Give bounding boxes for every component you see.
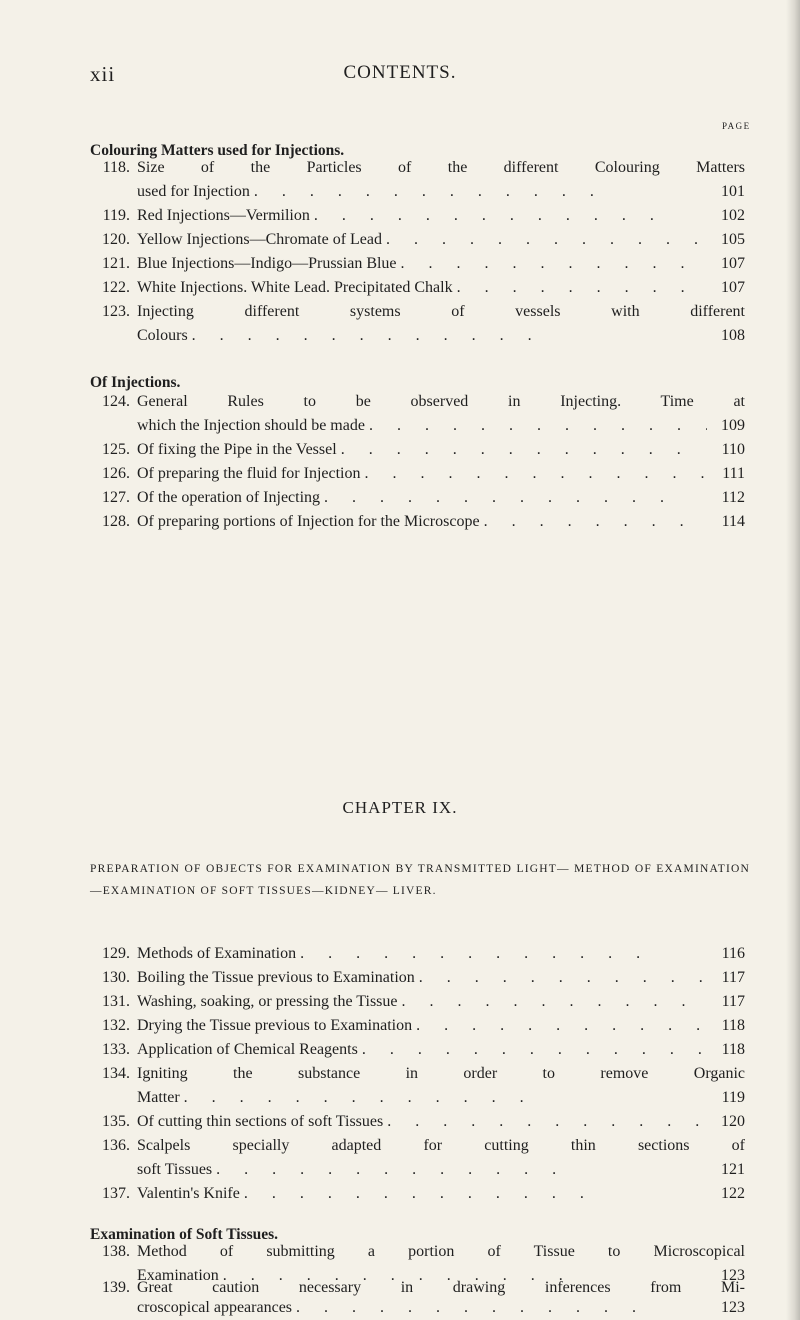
entry-title-continued: Matter (137, 1089, 180, 1106)
entry-title: Of fixing the Pipe in the Vessel (137, 441, 337, 458)
toc-entry (90, 390, 745, 438)
entry-number: 133. (102, 1041, 130, 1058)
toc-entry (90, 1062, 745, 1110)
entry-page: 123 (721, 1267, 745, 1284)
entry-title: White Injections. White Lead. Precipitated Chalk (137, 279, 453, 296)
entry-number: 130. (102, 969, 130, 986)
chapter-summary: PREPARATION OF OBJECTS FOR EXAMINATION BY TRANSMITTED LIGHT— METHOD OF EXAMINATION—EXAMINATION OF SOFT TISSUES—KIDNEY— LIVER. (90, 863, 750, 897)
entry-title: Valentin's Knife (137, 1185, 240, 1202)
page-edge-shadow (786, 0, 800, 1320)
entry-number: 118. (102, 159, 130, 176)
toc-entry (90, 990, 745, 1014)
entry-number: 136. (102, 1137, 130, 1154)
dot-leader (412, 1014, 707, 1038)
entry-number: 120. (102, 231, 130, 248)
entry-page: 116 (721, 945, 745, 962)
entry-title-continued: Colours (137, 327, 188, 344)
entry-title: General Rules to be observed in Injecting. Time at (137, 393, 745, 410)
dot-leader (212, 1158, 707, 1182)
dot-leader (453, 276, 707, 300)
dot-leader (180, 1086, 707, 1110)
dot-leader (240, 1182, 707, 1206)
toc-entry (90, 942, 745, 966)
entry-title: Method of submitting a portion of Tissue to Microscopical (137, 1243, 745, 1260)
entry-page: 111 (722, 465, 745, 482)
toc-entry (90, 438, 745, 462)
dot-leader (310, 204, 707, 228)
entry-page: 102 (721, 207, 745, 224)
entry-number: 138. (102, 1243, 130, 1260)
toc-entry (90, 510, 745, 534)
entry-page: 109 (721, 417, 745, 434)
entry-title: Of the operation of Injecting (137, 489, 321, 506)
entry-title-continued: which the Injection should be made (137, 417, 365, 434)
entry-title: Methods of Examination (137, 945, 297, 962)
running-title: CONTENTS. (343, 62, 457, 83)
entry-page: 117 (721, 993, 745, 1010)
toc-entry (90, 1110, 745, 1134)
toc-entry (90, 462, 745, 486)
entry-title-continued: Examination (137, 1267, 219, 1284)
dot-leader (250, 180, 707, 204)
chapter-title: CHAPTER IX. (342, 798, 458, 817)
entry-number: 128. (102, 513, 130, 530)
dot-leader (188, 324, 707, 348)
entry-number: 123. (102, 303, 130, 320)
toc-entry (90, 1134, 745, 1182)
entry-number: 121. (102, 255, 130, 272)
dot-leader (296, 942, 707, 966)
entry-title: Yellow Injections—Chromate of Lead (137, 231, 382, 248)
page-header (0, 62, 800, 92)
toc-entry (90, 1038, 745, 1062)
entry-page: 118 (721, 1017, 745, 1034)
entry-page: 123 (721, 1299, 745, 1316)
toc-entry (90, 1014, 745, 1038)
toc-entry (90, 1182, 745, 1206)
dot-leader (415, 966, 707, 990)
page-folio: xii (90, 62, 116, 86)
entry-page: 110 (721, 441, 745, 458)
entry-number: 132. (102, 1017, 130, 1034)
entry-number: 135. (102, 1113, 130, 1130)
dot-leader (383, 1110, 707, 1134)
toc-entry (90, 156, 745, 204)
entry-title-continued: used for Injection (137, 183, 250, 200)
entry-number: 129. (102, 945, 130, 962)
dot-leader (360, 462, 707, 486)
section-heading-colouring-matters: Colouring Matters used for Injections. (90, 142, 345, 159)
entry-title: Of cutting thin sections of soft Tissues (137, 1113, 384, 1130)
entry-title: Igniting the substance in order to remove Organic (137, 1065, 745, 1082)
entry-title: Washing, soaking, or pressing the Tissue (137, 993, 398, 1010)
dot-leader (320, 486, 707, 510)
toc-entry (90, 486, 745, 510)
entry-number: 127. (102, 489, 130, 506)
dot-leader (398, 990, 708, 1014)
toc-entry (90, 1278, 745, 1318)
entry-title: Blue Injections—Indigo—Prussian Blue (137, 255, 397, 272)
toc-entry (90, 276, 745, 300)
toc-entry (90, 204, 745, 228)
dot-leader (292, 1298, 707, 1318)
entry-page: 107 (721, 279, 745, 296)
entry-number: 134. (102, 1065, 130, 1082)
entry-page: 108 (721, 327, 745, 344)
entry-title: Of preparing the fluid for Injection (137, 465, 361, 482)
entry-page: 118 (721, 1041, 745, 1058)
page-column-label: PAGE (722, 121, 751, 131)
entry-page: 112 (721, 489, 745, 506)
entry-page: 122 (721, 1185, 745, 1202)
entry-number: 139. (102, 1279, 130, 1296)
entry-page: 107 (721, 255, 745, 272)
entry-number: 126. (102, 465, 130, 482)
entry-number: 137. (102, 1185, 130, 1202)
entry-page: 119 (721, 1089, 745, 1106)
entry-number: 119. (102, 207, 130, 224)
entry-title: Drying the Tissue previous to Examination (137, 1017, 413, 1034)
entry-title: Of preparing portions of Injection for the Microscope (137, 513, 480, 530)
toc-entry (90, 966, 745, 990)
dot-leader (382, 228, 707, 252)
dot-leader (358, 1038, 707, 1062)
entry-page: 120 (721, 1113, 745, 1130)
entry-title: Great caution necessary in drawing inferences from Mi- (137, 1279, 745, 1296)
entry-title: Application of Chemical Reagents (137, 1041, 358, 1058)
section-heading-examination-soft-tissues: Examination of Soft Tissues. (90, 1226, 279, 1243)
entry-title: Boiling the Tissue previous to Examination (137, 969, 415, 986)
toc-entry (90, 300, 745, 348)
entry-number: 124. (102, 393, 130, 410)
entry-title: Size of the Particles of the different Colouring Matters (137, 159, 745, 176)
entry-number: 125. (102, 441, 130, 458)
entry-title-continued: croscopical appearances (137, 1299, 293, 1316)
entry-number: 122. (102, 279, 130, 296)
dot-leader (480, 510, 707, 534)
entry-title: Scalpels specially adapted for cutting thin sections of (137, 1137, 745, 1154)
toc-entry (90, 228, 745, 252)
dot-leader (337, 438, 707, 462)
entry-number: 131. (102, 993, 130, 1010)
entry-title: Red Injections—Vermilion (137, 207, 310, 224)
entry-page: 101 (721, 183, 745, 200)
dot-leader (365, 414, 707, 438)
entry-title: Injecting different systems of vessels with different (137, 303, 745, 320)
entry-page: 121 (721, 1161, 745, 1178)
dot-leader (397, 252, 707, 276)
entry-page: 114 (721, 513, 745, 530)
section-heading-of-injections: Of Injections. (90, 374, 181, 391)
toc-entry (90, 252, 745, 276)
entry-title-continued: soft Tissues (137, 1161, 213, 1178)
entry-page: 105 (721, 231, 745, 248)
entry-page: 117 (721, 969, 745, 986)
